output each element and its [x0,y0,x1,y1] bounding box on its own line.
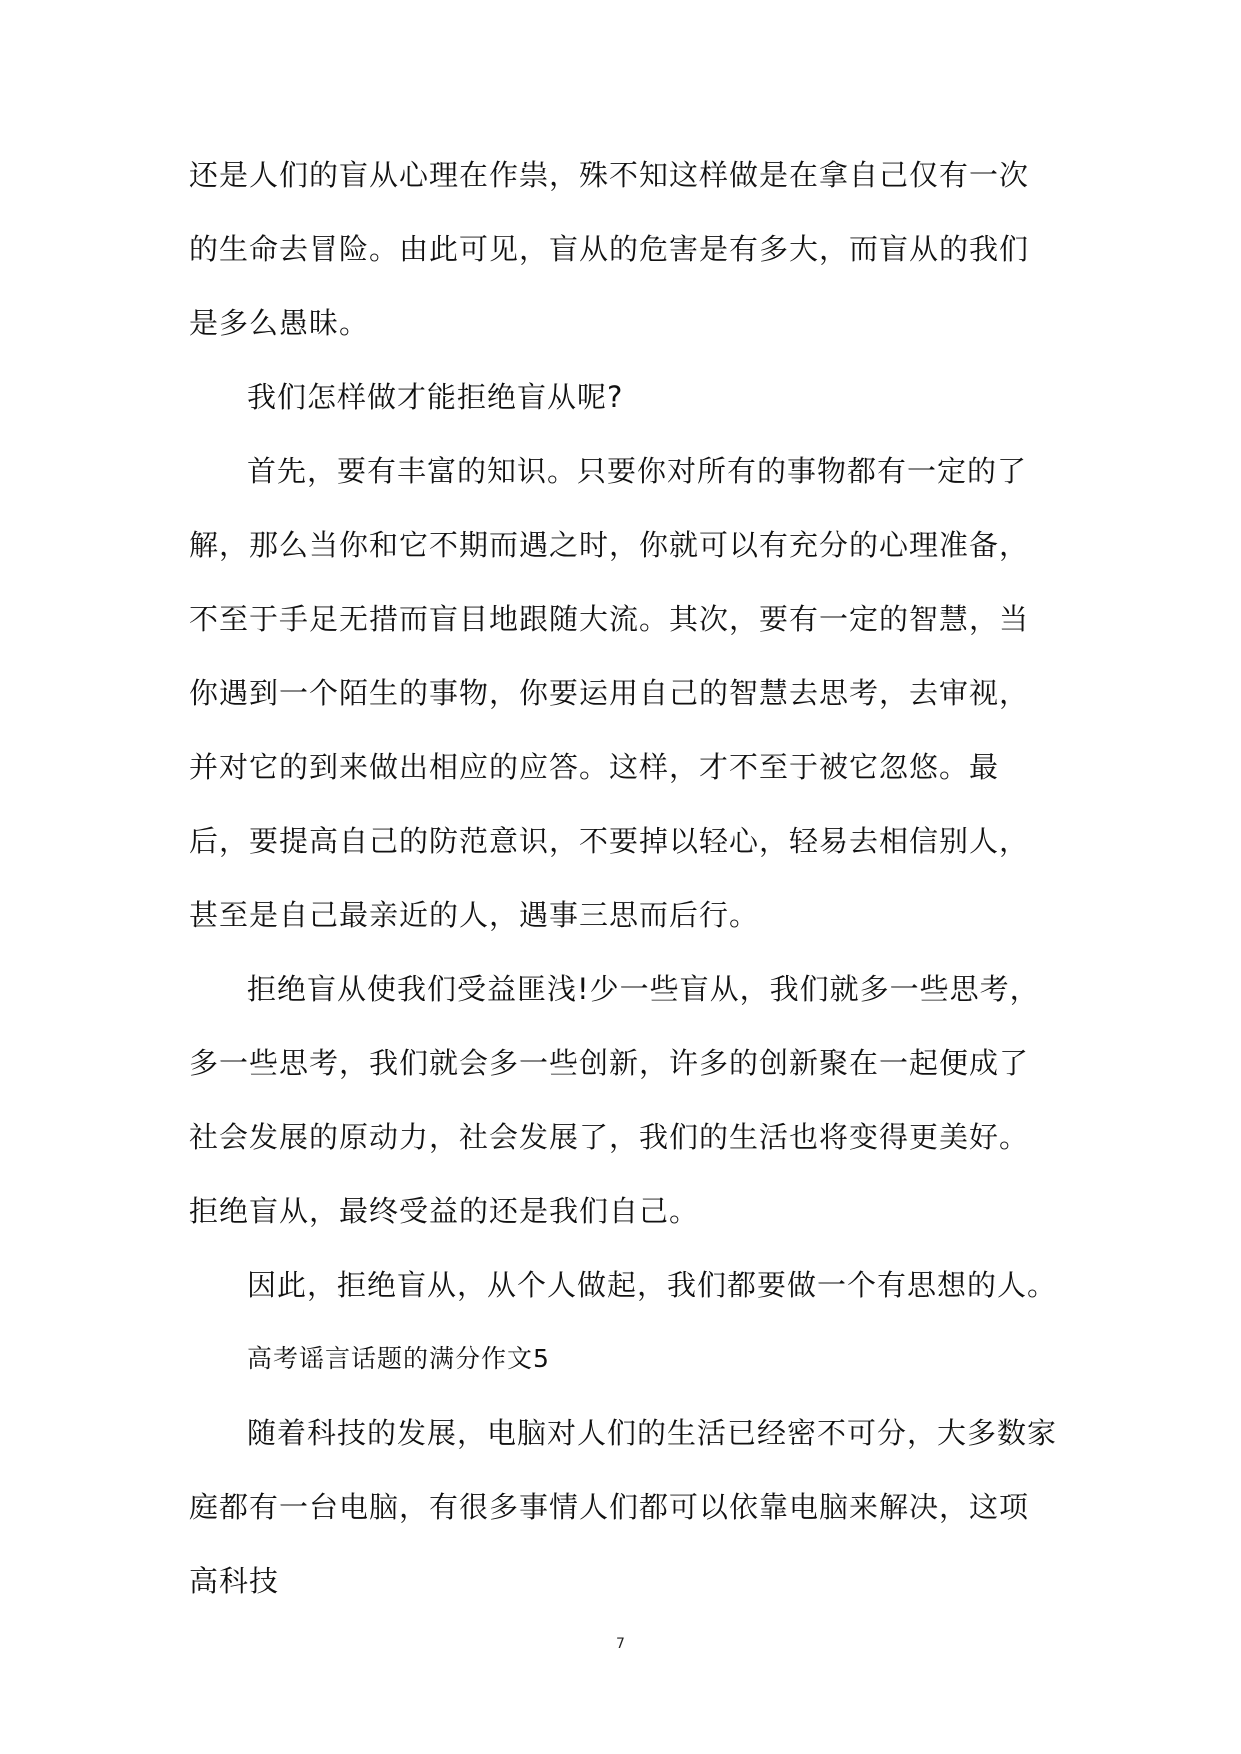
paragraph-essay-start: 随着科技的发展，电脑对人们的生活已经密不可分，大多数家庭都有一台电脑，有很多事情人们都可以依靠电脑来解决，这项高科技 [189,1416,1058,1598]
paragraph-question: 我们怎样做才能拒绝盲从呢? [247,380,624,414]
paragraph-conclusion: 因此，拒绝盲从，从个人做起，我们都要做一个有思想的人。 [247,1268,1058,1302]
paragraph-methods: 首先，要有丰富的知识。只要你对所有的事物都有一定的了解，那么当你和它不期而遇之时，你就可以有充分的心理准备，不至于手足无措而盲目地跟随大流。其次，要有一定的智慧，当你遇到一个陌生的事物，你要运用自己的智慧去思考，去审视，并对它的到来做出相应的应答。这样，才不至于被它忽悠。最后，要提高自己的防范意识，不要掉以轻心，轻易去相信别人，甚至是自己最亲近的人，遇事三思而后行。 [189,454,1030,932]
document-body [189,138,1057,1618]
page-number: 7 [616,1636,625,1652]
paragraph-benefits: 拒绝盲从使我们受益匪浅!少一些盲从，我们就多一些思考，多一些思考，我们就会多一些创新，许多的创新聚在一起便成了社会发展的原动力，社会发展了，我们的生活也将变得更美好。拒绝盲从，最终受益的还是我们自己。 [189,972,1040,1228]
paragraph-continuation: 还是人们的盲从心理在作祟，殊不知这样做是在拿自己仅有一次的生命去冒险。由此可见，盲从的危害是有多大，而盲从的我们是多么愚昧。 [189,158,1030,340]
essay-title: 高考谣言话题的满分作文5 [247,1344,550,1373]
